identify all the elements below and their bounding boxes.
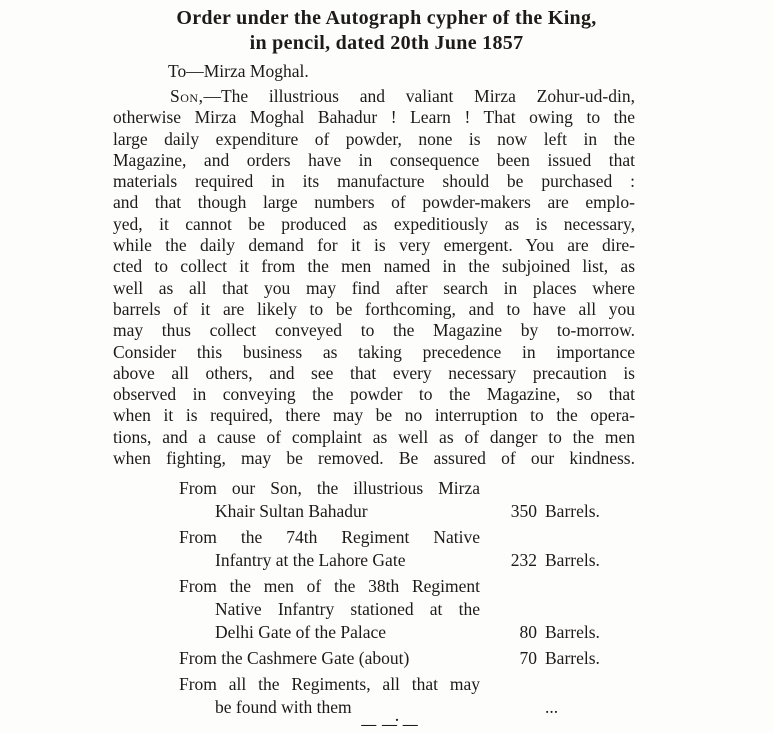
paragraph-line bbox=[113, 86, 635, 107]
barrel-amount bbox=[480, 696, 607, 719]
paragraph-line: tions, and a cause of complaint as well as of danger to the men bbox=[113, 426, 635, 447]
barrel-unit: Barrels. bbox=[545, 501, 600, 522]
list-row-line: Khair Sultan Bahadur bbox=[215, 501, 368, 522]
document-title bbox=[0, 6, 773, 56]
list-row-text bbox=[179, 477, 480, 523]
barrel-unit: Barrels. bbox=[545, 550, 600, 571]
document-body bbox=[113, 56, 635, 732]
barrel-count bbox=[480, 696, 537, 719]
list-row-text bbox=[179, 575, 480, 644]
list-row-line: Delhi Gate of the Palace bbox=[215, 622, 387, 643]
list-row-line: Native Infantry stationed at the bbox=[215, 599, 480, 620]
barrel-unit: Barrels. bbox=[545, 648, 600, 669]
barrel-amount bbox=[480, 647, 607, 670]
paragraph-line: may thus collect conveyed to the Magazine by to-morrow. bbox=[113, 320, 635, 341]
paragraph-line: Consider this business as taking precedence in importance bbox=[113, 341, 635, 362]
paragraph-line: while the daily demand for it is very emergent. You are dire- bbox=[113, 235, 635, 256]
list-row bbox=[179, 673, 607, 719]
paragraph-line: barrels of it are likely to be forthcoming, and to have all you bbox=[113, 298, 635, 319]
list-row-line: From the 74th Regiment Native bbox=[179, 527, 480, 548]
opening-word: Son, bbox=[170, 86, 204, 106]
document-title-line-1: Order under the Autograph cypher of the King, bbox=[176, 7, 597, 29]
paragraph-line: above all others, and see that every necessary precaution is bbox=[113, 362, 635, 383]
paragraph-line: otherwise Mirza Moghal Bahadur ! Learn ! That owing to the bbox=[113, 107, 635, 128]
paragraph-line: and that though large numbers of powder-makers are emplo- bbox=[113, 192, 635, 213]
barrel-list bbox=[179, 477, 607, 719]
list-row bbox=[179, 647, 607, 670]
paragraph-line: cted to collect it from the men named in the subjoined list, as bbox=[113, 256, 635, 277]
document-title-line-2: in pencil, dated 20th June 1857 bbox=[249, 32, 524, 54]
barrel-unit: Barrels. bbox=[545, 622, 600, 643]
paragraph-line: when fighting, may be removed. Be assured of our kindness. bbox=[113, 448, 635, 469]
paragraph-line: observed in conveying the powder to the Magazine, so that bbox=[113, 384, 635, 405]
paragraph-line: Magazine, and orders have in consequence been issued that bbox=[113, 149, 635, 170]
list-row-line: From all the Regiments, all that may bbox=[179, 674, 480, 695]
list-row-line: From the men of the 38th Regiment bbox=[179, 576, 480, 597]
paragraph-line: large daily expenditure of powder, none is now left in the bbox=[113, 128, 635, 149]
list-row-line: Infantry at the Lahore Gate bbox=[215, 550, 406, 571]
list-row-text bbox=[179, 526, 480, 572]
barrel-amount bbox=[480, 621, 607, 644]
barrel-count: 70 bbox=[519, 648, 537, 669]
paragraph-line-text: —The illustrious and valiant Mirza Zohur-ud-din, bbox=[203, 86, 635, 106]
list-row bbox=[179, 575, 607, 644]
salutation: To—Mirza Moghal. bbox=[168, 61, 309, 81]
paragraph-line: when it is required, there may be no interruption to the opera- bbox=[113, 405, 635, 426]
body-paragraph bbox=[113, 86, 635, 469]
list-row-line: From the Cashmere Gate (about) bbox=[179, 648, 410, 669]
end-rule: — —̇ — bbox=[361, 717, 419, 733]
barrel-count: 80 bbox=[519, 622, 537, 643]
list-row bbox=[179, 477, 607, 523]
barrel-unit: ... bbox=[545, 697, 559, 718]
list-row-text bbox=[179, 647, 480, 670]
barrel-count: 232 bbox=[510, 550, 537, 571]
paragraph-line: well as all that you may find after search in places where bbox=[113, 277, 635, 298]
list-row-line: From our Son, the illustrious Mirza bbox=[179, 478, 480, 499]
barrel-count: 350 bbox=[510, 501, 537, 522]
list-row-line: be found with them bbox=[215, 697, 352, 718]
barrel-amount bbox=[480, 549, 607, 572]
paragraph-line: materials required in its manufacture should be purchased : bbox=[113, 171, 635, 192]
barrel-amount bbox=[480, 500, 607, 523]
list-row-text bbox=[179, 673, 480, 719]
paragraph-line: yed, it cannot be produced as expeditiously as is necessary, bbox=[113, 213, 635, 234]
list-row bbox=[179, 526, 607, 572]
